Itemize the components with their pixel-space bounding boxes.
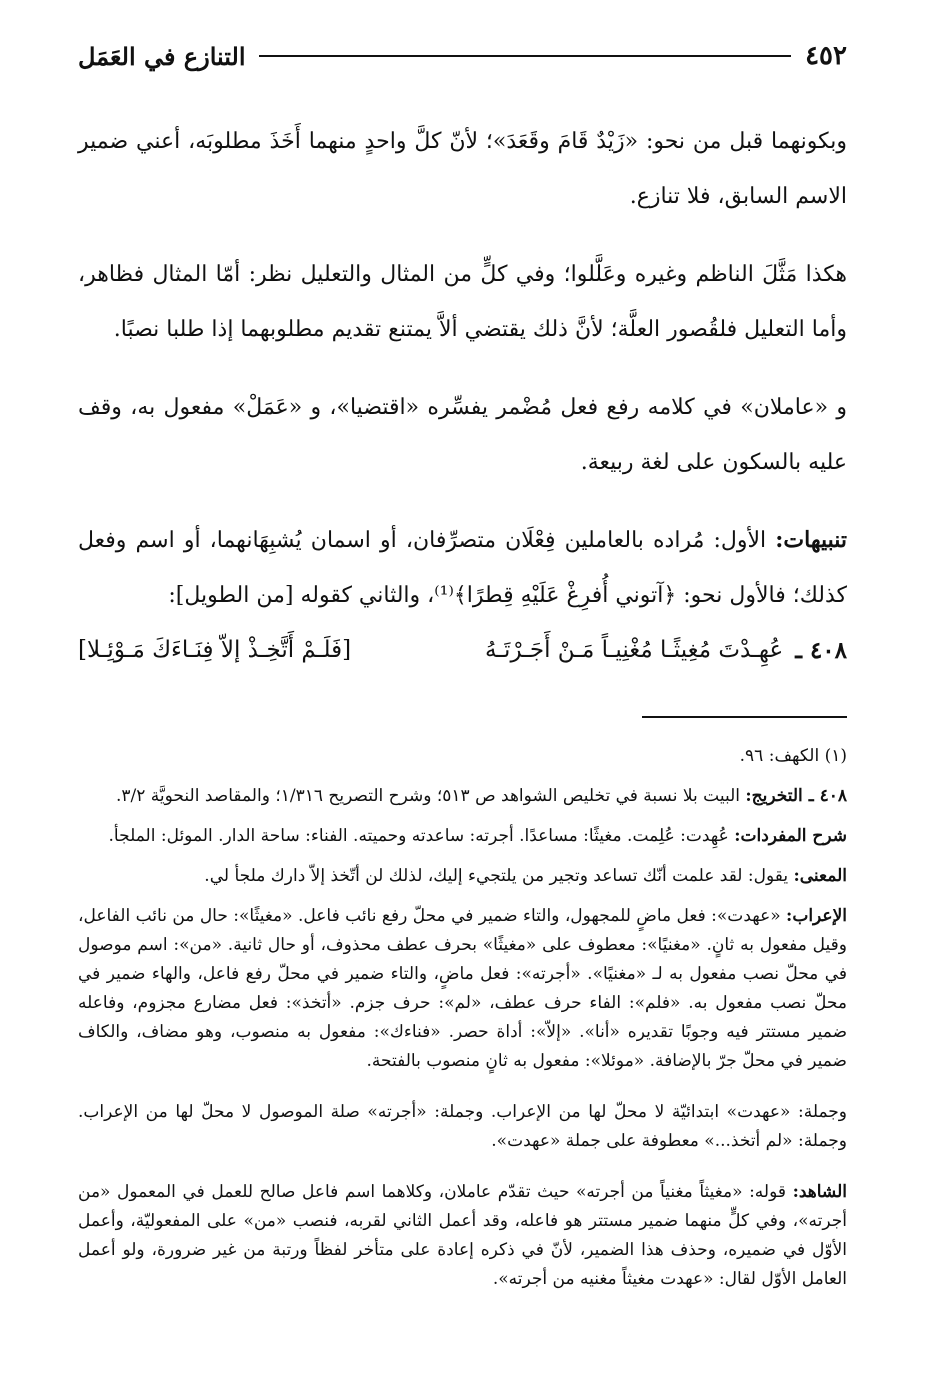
footnote-divider xyxy=(642,716,847,718)
page-header xyxy=(78,34,847,78)
main-text xyxy=(78,114,847,678)
mufradat-note xyxy=(78,822,847,851)
shahid-note xyxy=(78,1178,847,1294)
takhrij-label: ٤٠٨ ـ التخريج: xyxy=(745,786,847,806)
paragraph-2: هكذا مَثَّلَ الناظم وغيره وعَلَّلوا؛ وفي كلٍّ من المثال والتعليل نظر: أمّا المثال فظاهر، وأما التعليل فلقُصور العلَّة؛ لأنَّ ذلك يقتضي ألاَّ يمتنع تقديم مطلوبهما إذا طلبا نصبًا. xyxy=(78,262,847,342)
maana-note xyxy=(78,862,847,891)
paragraph-1: وبكونهما قبل من نحو: «زَيْدٌ قَامَ وقَعَدَ»؛ لأنّ كلَّ واحدٍ منهما أَخَذَ مطلوبَه، أعني ضمير الاسم السابق، فلا تنازع. xyxy=(78,129,847,209)
irab-text: «عهدت»: فعل ماضٍ للمجهول، والتاء ضمير في محلّ رفع نائب فاعل. «مغيثًا»: حال من نائب الفاعل، وقيل مفعول به ثانٍ. «مغنيًا»: معطوف على «مغيثًا» بحرف عطف محذوف، أو حال ثانية. «من»: اسم موصول في محلّ نصب مفعول به لـ «مغنيًا». «أجرته»: فعل ماضٍ، والتاء ضمير في محلّ رفع فاعل، والهاء ضمير في محلّ نصب مفعول به. «فلم»: الفاء حرف عطف، «لم»: حرف جزم. «أتخذ»: فعل مضارع مجزوم، وفاعله ضمير مستتر فيه وجوبًا تقديره «أنا». «إلاّ»: أداة حصر. «فناءك»: مفعول به منصوب، وهو مضاف، والكاف ضمير في محلّ جرّ بالإضافة. «موئلا»: مفعول به ثانٍ منصوب بالفتحة. xyxy=(78,906,847,1071)
page-number: ٤٥٢ xyxy=(805,41,847,71)
shahid-text: قوله: «مغيثاً مغنياً من أجرته» حيث تقدّم عاملان، وكلاهما اسم فاعل صالح للعمل في المعمول «من أجرته»، وفي كلٍّ منهما ضمير مستتر هو فاعله، وقد أعمل الثاني لقربه، فنصب «من» على المفعوليّة، وأعمل الأوّل في ضميره، وحذف هذا الضمير، لأنّ في ذكره إعادة على متأخر لفظاً ورتبة من غير ضرورة، ولو أعمل العامل الأوّل لقال: «عهدت مغيثاً مغنيه من أجرته». xyxy=(78,1182,847,1289)
poetry-verse xyxy=(78,623,847,678)
shahid-label: الشاهد: xyxy=(792,1182,848,1202)
verse-hemistich-2: [فَلَـمْ أَتَّخِـذْ إلاّ فِنَـاءَكَ مَـوْئِـلا] xyxy=(78,637,352,663)
footnote-1: (١) الكهف: ٩٦. xyxy=(739,746,847,766)
takhrij-note xyxy=(78,782,847,811)
takhrij-text: البيت بلا نسبة في تخليص الشواهد ص ٥١٣؛ وشرح التصريح ١/٣١٦؛ والمقاصد النحويَّة ٣/٢. xyxy=(115,786,740,806)
running-title: التنازع في العَمَل xyxy=(78,41,246,71)
footnotes xyxy=(78,742,847,1294)
jumla-note: وجملة: «عهدت» ابتدائيّة لا محلّ لها من الإعراب. وجملة: «أجرته» صلة الموصول لا محلّ لها من الإعراب. وجملة: «لم أتخذ...» معطوفة على جملة «عهدت». xyxy=(78,1102,847,1151)
maana-text: يقول: لقد علمت أنّك تساعد وتجير من يلتجيء إليك، لذلك لن أتّخذ إلاّ دارك ملجأ لي. xyxy=(204,866,789,886)
paragraph-3: و «عاملان» في كلامه رفع فعل مُضْمر يفسِّره «اقتضيا»، و «عَمَلْ» مفعول به، وقف عليه بالسكون على لغة ربيعة. xyxy=(78,395,847,475)
maana-label: المعنى: xyxy=(793,866,847,886)
irab-note xyxy=(78,902,847,1076)
tanbihat-text: الأول: مُراده بالعاملين فِعْلَان متصرِّفان، أو اسمان يُشبِهَانهما، أو اسم وفعل كذلك؛ فالأول نحو: ﴿آتوني أُفرِغْ عَلَيْهِ قِطرًا﴾⁽¹⁾، والثاني كقوله [من الطويل]: xyxy=(78,528,847,608)
mufradat-label: شرح المفردات: xyxy=(734,826,847,846)
header-rule xyxy=(259,55,791,57)
mufradat-text: عُهِدت: عُلِمت. مغيثًا: مساعدًا. أجرته: ساعدته وحميته. الفناء: ساحة الدار. الموئل: الملجأ. xyxy=(108,826,729,846)
verse-hemistich-1: عُهِـدْتَ مُغِيثًـا مُغْنِيـاً مَـنْ أَجَـرْتَـهُ xyxy=(484,637,784,663)
tanbihat-label: تنبيهات: xyxy=(775,527,847,553)
irab-label: الإعراب: xyxy=(786,906,847,926)
paragraph-4 xyxy=(78,513,847,623)
verse-number: ٤٠٨ ـ xyxy=(795,637,847,664)
